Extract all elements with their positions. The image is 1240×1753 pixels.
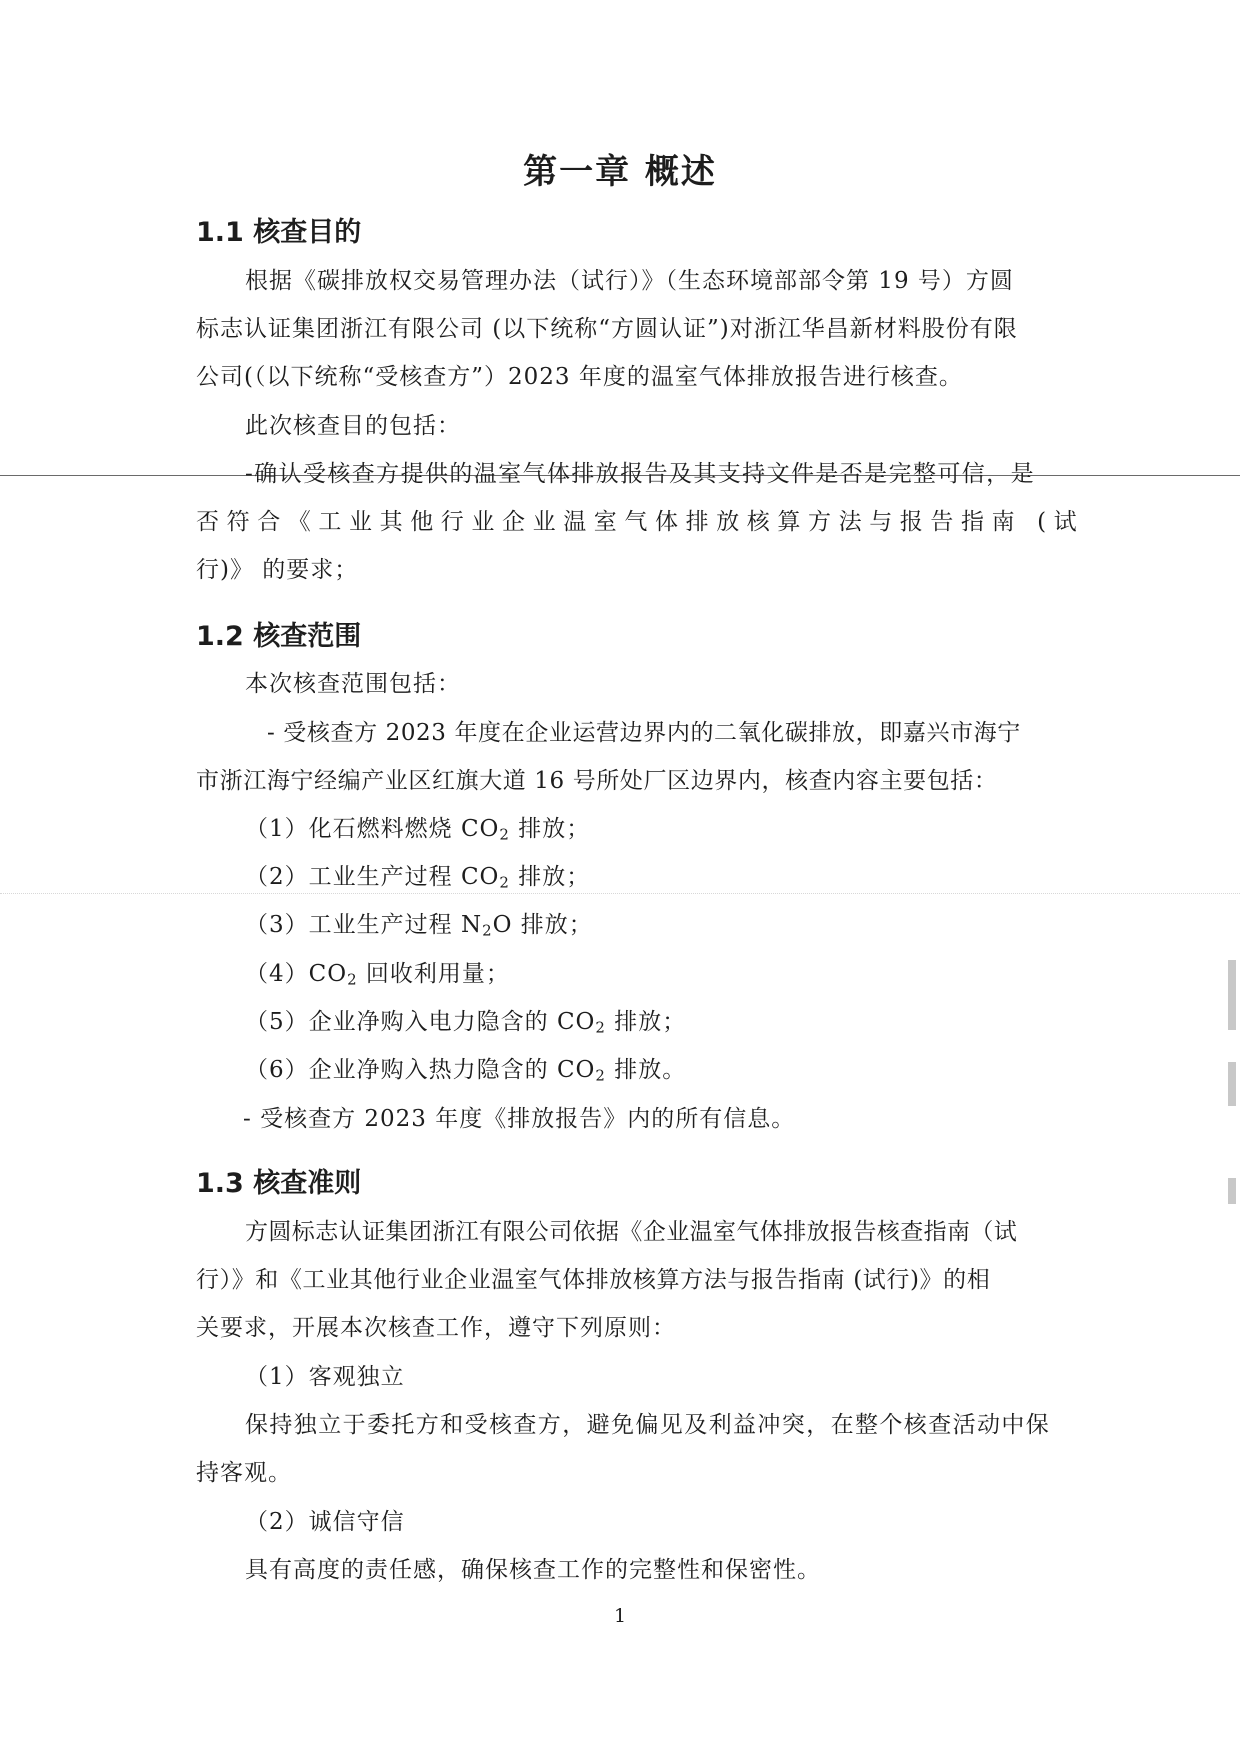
paragraph-line: 行）》和《工业其他行业企业温室气体排放核算方法与报告指南 (试行)》的相	[196, 1267, 991, 1293]
text-run: （5）企业净购入电力隐含的 CO	[245, 1009, 596, 1035]
paragraph-line: 持客观。	[196, 1460, 292, 1486]
scan-edge-mark	[1228, 960, 1236, 1030]
text-run: （4）CO	[245, 961, 348, 987]
text-run: （1）化石燃料燃烧 CO	[245, 816, 500, 842]
paragraph-line	[196, 310, 1060, 343]
subscript: 2	[595, 1018, 606, 1037]
principle-heading: （1）客观独立	[245, 1364, 405, 1390]
scope-item	[245, 810, 590, 843]
subscript: 2	[499, 873, 510, 892]
scope-item	[245, 906, 593, 939]
scope-item	[245, 1051, 686, 1084]
chapter-title: 第一章 概述	[523, 152, 717, 192]
paragraph-line: 本次核查范围包括：	[245, 671, 461, 697]
text-run: O 排放；	[492, 912, 593, 938]
text-run: （2）工业生产过程 CO	[245, 864, 500, 890]
paragraph-line: 方圆标志认证集团浙江有限公司依据《企业温室气体排放报告核查指南（试	[245, 1219, 1018, 1245]
scan-artifact-faint-line	[0, 893, 1240, 894]
scan-edge-mark	[1228, 1178, 1236, 1204]
subscript: 2	[482, 921, 493, 940]
text-run: 排放；	[605, 1009, 687, 1035]
text-run: （6）企业净购入热力隐含的 CO	[245, 1057, 596, 1083]
paragraph-line: 关要求，开展本次核查工作，遵守下列原则：	[196, 1315, 676, 1341]
section-heading-1-3: 1.3 核查准则	[196, 1168, 362, 1199]
text-run: 排放。	[605, 1057, 687, 1083]
paragraph-line	[245, 262, 1060, 295]
scope-item	[245, 858, 590, 891]
paragraph-line: 公司(（以下统称“受核查方”）2023 年度的温室气体排放报告进行核查。	[196, 364, 963, 390]
text-run: （3）工业生产过程 N	[245, 912, 483, 938]
scope-item	[245, 1003, 686, 1036]
paragraph-line: -确认受核查方提供的温室气体排放报告及其支持文件是否是完整可信，是	[245, 461, 1035, 487]
paragraph-line: 市浙江海宁经编产业区红旗大道 16 号所处厂区边界内，核查内容主要包括：	[196, 768, 998, 794]
principle-heading: （2）诚信守信	[245, 1509, 405, 1535]
scope-item	[245, 955, 510, 988]
scan-edge-mark	[1228, 1062, 1236, 1106]
paragraph-line: - 受核查方 2023 年度在企业运营边界内的二氧化碳排放，即嘉兴市海宁	[267, 720, 1021, 746]
text-run: 排放；	[509, 816, 591, 842]
page-number: 1	[613, 1605, 627, 1627]
paragraph-line: 否符合《工业其他行业企业温室气体排放核算方法与报告指南 (试	[196, 509, 1085, 535]
section-heading-1-2: 1.2 核查范围	[196, 621, 362, 652]
text-run: 根据《碳排放权交易管理办法（试行）》（生态环境部部令第 19 号）方圆	[245, 268, 1014, 294]
paragraph-line: 行)》 的要求；	[196, 557, 359, 583]
subscript: 2	[347, 970, 358, 989]
text-run: 排放；	[509, 864, 591, 890]
paragraph-line: 保持独立于委托方和受核查方，避免偏见及利益冲突，在整个核查活动中保	[245, 1412, 1051, 1438]
subscript: 2	[595, 1066, 606, 1085]
paragraph-line: 此次核查目的包括：	[245, 413, 461, 439]
paragraph-line: 具有高度的责任感，确保核查工作的完整性和保密性。	[245, 1557, 821, 1583]
subscript: 2	[499, 825, 510, 844]
text-run: 标志认证集团浙江有限公司 (以下统称“方圆认证”)对浙江华昌新材料股份有限	[196, 316, 1018, 342]
paragraph-line: - 受核查方 2023 年度《排放报告》内的所有信息。	[243, 1106, 796, 1132]
text-run: 回收利用量；	[357, 961, 510, 987]
section-heading-1-1: 1.1 核查目的	[196, 217, 362, 248]
